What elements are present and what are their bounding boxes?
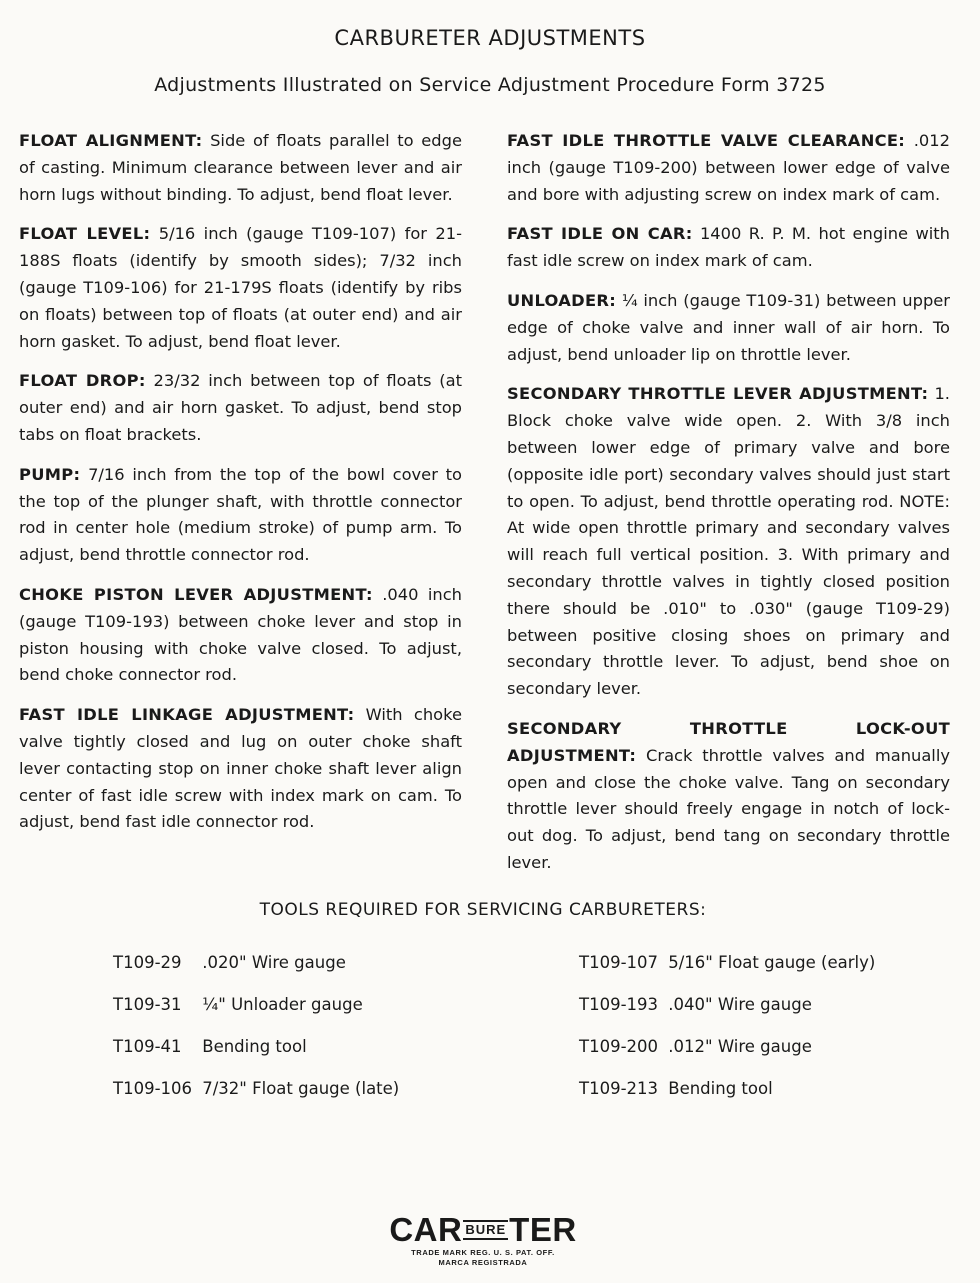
adjustment-heading: FAST IDLE THROTTLE VALVE CLEARANCE: [507, 131, 906, 150]
adjustment-text: 23/32 inch between top of floats (at outer end) and air horn gasket. To adjust, bend stop tabs on float brackets. [19, 371, 462, 444]
adjustment-heading: UNLOADER: [507, 290, 617, 310]
tool-description: ¼" Unloader gauge [202, 995, 363, 1014]
adjustment-text: 1. Block choke valve wide open. 2. With 3/8 inch between lower edge of primary valve and bore (opposite idle port) secondary valves should just start to open. To adjust, bend throttle operating rod. NOTE: At wide open throttle primary and secondary valves will reach full vertical position. 3. With primary and secondary throttle valves in tightly closed position there should be .010" to .030" (gauge T109-29) between positive closing shoes on primary and secondary throttle lever. To adjust, bend shoe on secondary lever. [507, 384, 950, 699]
adjustment-text: ¼ inch (gauge T109-31) between upper edge of choke valve and inner wall of air horn. To adjust, bend unloader lip on throttle lever. [507, 290, 950, 364]
adjustment-heading: SECONDARY THROTTLE LEVER ADJUSTMENT: [507, 384, 929, 404]
adjustment-text: .040 inch (gauge T109-193) between choke lever and stop in piston housing with choke valve closed. To adjust, bend choke connector rod. [19, 584, 463, 685]
tool-row [579, 1079, 875, 1121]
tool-row [579, 953, 875, 995]
tool-description: Bending tool [202, 1037, 307, 1056]
tool-code: T109-213 [579, 1079, 659, 1098]
adjustment-heading: FLOAT ALIGNMENT: [19, 131, 203, 150]
marca-registrada-note: MARCA REGISTRADA [438, 1258, 528, 1267]
adjustment-fast-idle-throttle-valve-clearance [507, 128, 950, 208]
tool-description: .012" Wire gauge [668, 1037, 812, 1056]
adjustment-text: 7/16 inch from the top of the bowl cover to the top of the plunger shaft, with throttle connector rod in center hole (medium stroke) of pump arm. To adjust, bend throttle connector rod. [19, 464, 462, 565]
adjustment-heading: PUMP: [19, 464, 81, 484]
adjustment-text: With choke valve tightly closed and lug on outer choke shaft lever contacting stop on inner choke shaft lever align center of fast idle screw with index mark on cam. To adjust, bend fast idle connector rod. [19, 705, 462, 832]
tool-row [579, 1037, 875, 1079]
logo-text-middle: BURE [463, 1220, 508, 1240]
adjustment-secondary-throttle-lever [507, 381, 950, 703]
adjustment-heading: FAST IDLE LINKAGE ADJUSTMENT: [19, 705, 355, 725]
tool-row [579, 995, 875, 1037]
adjustment-pump [19, 462, 462, 569]
logo-text-left: CAR [389, 1211, 463, 1248]
adjustment-unloader [507, 288, 950, 368]
adjustment-float-drop [19, 368, 462, 448]
carbureter-logo [388, 1212, 578, 1268]
adjustment-secondary-throttle-lock-out [507, 716, 950, 877]
adjustment-text: Crack throttle valves and manually open and close the choke valve. Tang on secondary throttle lever should freely engage in notch of lock-out dog. To adjust, bend tang on secondary throttle lever. [507, 745, 950, 872]
tools-list-right [579, 953, 875, 1121]
tool-row [113, 1079, 399, 1121]
page-subtitle: Adjustments Illustrated on Service Adjustment Procedure Form 3725 [154, 74, 826, 96]
tool-code: T109-106 [113, 1079, 193, 1098]
tools-list-left [113, 953, 399, 1121]
adjustment-text: 1400 R. P. M. hot engine with fast idle screw on index mark of cam. [507, 224, 950, 271]
adjustment-text: .012 inch (gauge T109-200) between lower edge of valve and bore with adjusting screw on index mark of cam. [507, 131, 950, 204]
trademark-note: TRADE MARK REG. U. S. PAT. OFF. [411, 1248, 555, 1257]
logo-wordmark [389, 1212, 576, 1248]
page-title: CARBURETER ADJUSTMENTS [334, 26, 646, 50]
tool-code: T109-193 [579, 995, 659, 1014]
tool-code: T109-200 [579, 1037, 659, 1056]
adjustment-heading: FAST IDLE ON CAR: [507, 224, 693, 244]
tool-code: T109-107 [579, 953, 659, 972]
tool-row [113, 995, 399, 1037]
adjustment-choke-piston-lever [19, 582, 462, 689]
adjustment-text: 5/16 inch (gauge T109-107) for 21-188S floats (identify by smooth sides); 7/32 inch (gauge T109-106) for 21-179S floats (identify by ribs on floats) between top of floats (at outer end) and air horn gasket. To adjust, bend float lever. [19, 224, 462, 351]
adjustment-float-alignment [19, 128, 462, 208]
tool-description: .020" Wire gauge [202, 953, 346, 972]
tool-code: T109-31 [113, 995, 182, 1014]
adjustment-heading: FLOAT LEVEL: [19, 224, 151, 244]
tool-description: 7/32" Float gauge (late) [202, 1079, 400, 1098]
adjustment-heading: CHOKE PISTON LEVER ADJUSTMENT: [19, 584, 373, 604]
tool-row [113, 953, 399, 995]
tool-description: 5/16" Float gauge (early) [668, 953, 876, 972]
adjustment-text: Side of floats parallel to edge of casting. Minimum clearance between lever and air horn lugs without binding. To adjust, bend float lever. [19, 131, 462, 204]
tools-title: TOOLS REQUIRED FOR SERVICING CARBURETERS: [259, 900, 707, 920]
adjustment-fast-idle-linkage [19, 702, 462, 836]
adjustment-fast-idle-on-car [507, 221, 950, 275]
tool-row [113, 1037, 399, 1079]
left-column [19, 128, 462, 849]
tool-description: .040" Wire gauge [668, 995, 812, 1014]
adjustment-heading: FLOAT DROP: [19, 371, 146, 391]
right-column [507, 128, 950, 890]
tool-code: T109-41 [113, 1037, 182, 1056]
adjustment-heading: SECONDARY THROTTLE LOCK-OUT ADJUSTMENT: [507, 718, 950, 765]
tool-code: T109-29 [113, 953, 182, 972]
adjustment-float-level [19, 221, 462, 355]
logo-text-right: TER [509, 1211, 577, 1248]
tool-description: Bending tool [668, 1079, 773, 1098]
